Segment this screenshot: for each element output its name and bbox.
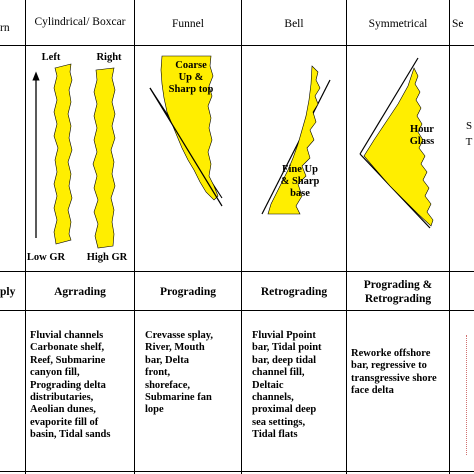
header-funnel: Funnel xyxy=(172,18,204,30)
serrated-partial-label-s: S xyxy=(465,120,473,132)
process-partial: ply xyxy=(0,286,16,298)
header-serrated: Se xyxy=(452,18,464,30)
process-prograding: Prograding xyxy=(159,286,216,298)
funnel-annotation: Coarse Up & Sharp top xyxy=(168,60,214,95)
serrated-partial-label-t: T xyxy=(465,136,473,148)
header-symmetrical: Symmetrical xyxy=(368,18,428,30)
high-gr-label: High GR xyxy=(86,252,128,263)
header-cylindrical: Cylindrical/ Boxcar xyxy=(34,16,126,28)
header-pattern: rn xyxy=(0,22,10,34)
right-label: Right xyxy=(96,52,122,63)
hour-glass-annotation: Hour Glass xyxy=(409,124,435,147)
environments-aggrading: Fluvial channels Carbonate shelf, Reef, Submarine canyon fill, Prograding delta distributaries, Aeolian dunes, evaporite fill of basin, Tidal sands xyxy=(30,330,111,441)
boxcar-log-shape-right xyxy=(93,68,115,248)
process-retrograding: Retrograding xyxy=(260,286,328,298)
header-bell: Bell xyxy=(284,18,304,30)
boxcar-log-shape xyxy=(54,64,72,244)
left-label: Left xyxy=(41,52,61,63)
partial-column-marks xyxy=(466,335,471,455)
low-gr-label: Low GR xyxy=(26,252,66,263)
process-prograding-retrograding: Prograding & Retrograding xyxy=(363,279,433,305)
bell-annotation: Fine Up & Sharp base xyxy=(280,164,320,199)
environments-prograding: Crevasse splay, River, Mouth bar, Delta front, shoreface, Submarine fan lope xyxy=(145,330,214,416)
environments-prograding-retrograding: Reworke offshore bar, regressive to transgressive shore face delta xyxy=(351,348,437,397)
process-aggrading: Agrrading xyxy=(54,286,106,298)
environments-retrograding: Fluvial Ppoint bar, Tidal point bar, deep tidal channel fill, Deltaic channels, proximal deep sea settings, Tidal flats xyxy=(252,330,322,441)
